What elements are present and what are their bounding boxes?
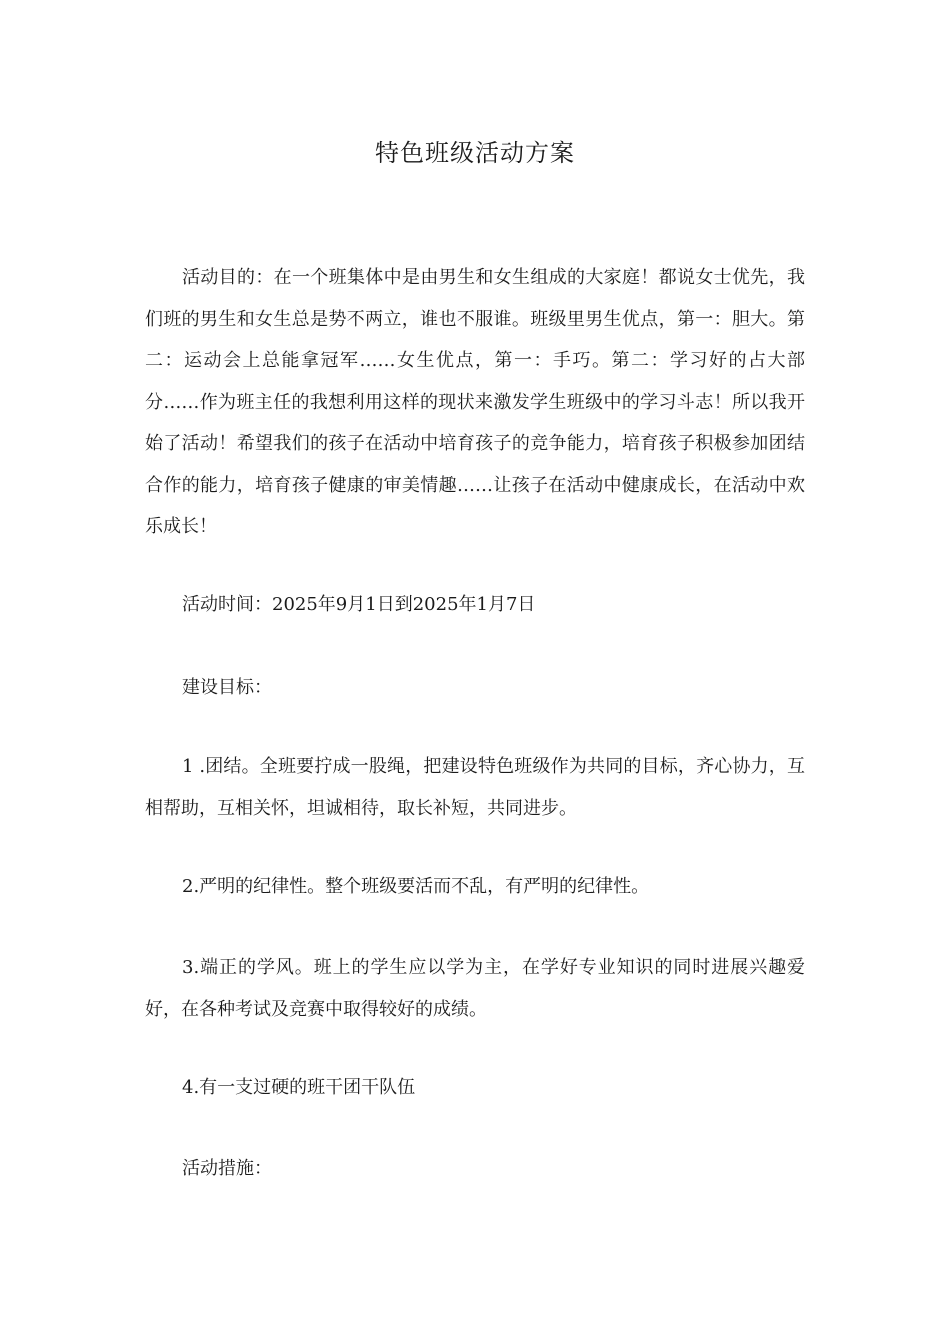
goal-item-unity: 1 .团结。全班要拧成一股绳，把建设特色班级作为共同的目标，齐心协力，互相帮助，互相关怀，坦诚相待，取长补短，共同进步。	[145, 756, 805, 819]
heading-activity-measures: 活动措施：	[182, 1158, 272, 1179]
heading-construction-goals: 建设目标：	[182, 677, 272, 698]
paragraph-activity-purpose: 活动目的：在一个班集体中是由男生和女生组成的大家庭！都说女士优先，我们班的男生和女生总是势不两立，谁也不服谁。班级里男生优点，第一：胆大。第二：运动会上总能拿冠军……女生优点，第一：手巧。第二：学习好的占大部分……作为班主任的我想利用这样的现状来激发学生班级中的学习斗志！所以我开始了活动！希望我们的孩子在活动中培育孩子的竞争能力，培育孩子积极参加团结合作的能力，培育孩子健康的审美情趣……让孩子在活动中健康成长，在活动中欢乐成长！	[145, 267, 805, 537]
paragraph-activity-time: 活动时间：2025年9月1日到2025年1月7日	[182, 594, 536, 615]
document-title: 特色班级活动方案	[375, 139, 575, 167]
goal-item-class-cadres: 4.有一支过硬的班干团干队伍	[182, 1077, 416, 1098]
goal-item-discipline: 2.严明的纪律性。整个班级要活而不乱，有严明的纪律性。	[182, 876, 650, 897]
goal-item-study-style: 3.端正的学风。班上的学生应以学为主，在学好专业知识的同时进展兴趣爱好，在各种考试及竞赛中取得较好的成绩。	[145, 957, 805, 1020]
